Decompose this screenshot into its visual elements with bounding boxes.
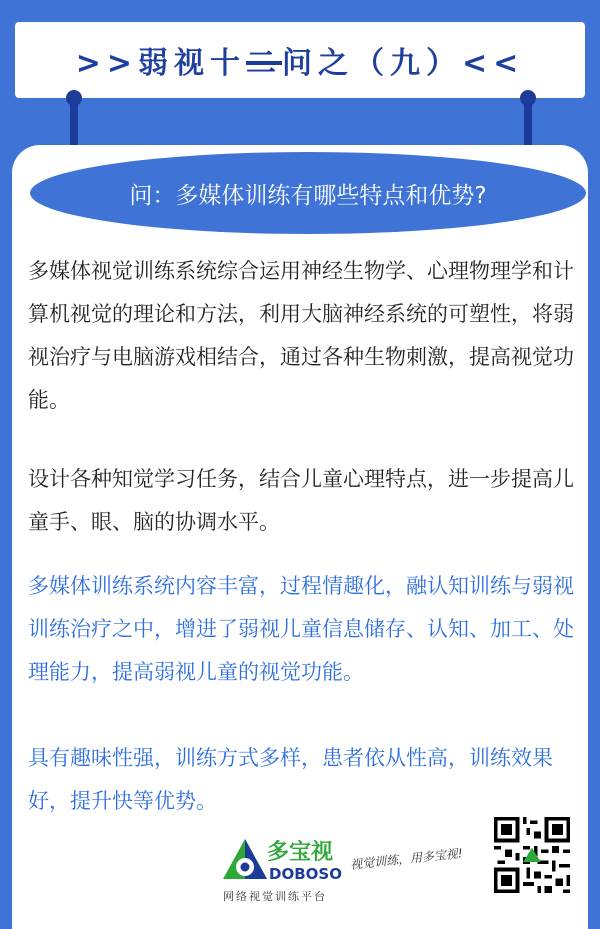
title-accent: 二 (246, 46, 282, 81)
doboso-logo-icon (223, 835, 273, 885)
paragraph-4: 具有趣味性强，训练方式多样，患者依从性高，训练效果好，提升快等优势。 (28, 746, 553, 813)
page-title (76, 38, 525, 82)
title-banner (15, 22, 585, 98)
question-bubble (30, 152, 586, 234)
paragraph-2: 设计各种知觉学习任务，结合儿童心理特点，进一步提高儿童手、眼、脑的协调水平。 (28, 467, 574, 534)
brand-name-en: DOBOSO (269, 865, 342, 883)
title-suffix: 问之（九）<< (282, 46, 525, 81)
paragraph-3: 多媒体训练系统内容丰富，过程情趣化，融认知训练与弱视训练治疗之中，增进了弱视儿童信息储存、认知、加工、处理能力，提高弱视儿童的视觉功能。 (28, 574, 574, 684)
right-pin-dot (520, 90, 536, 106)
brand-slogan: 视觉训练，用多宝视! (349, 846, 464, 872)
title-prefix: >>弱视十 (75, 46, 246, 81)
question-text: 问：多媒体训练有哪些特点和优势? (129, 182, 487, 209)
brand-logo (223, 835, 343, 905)
paragraph-1: 多媒体视觉训练系统综合运用神经生物学、心理物理学和计算机视觉的理论和方法，利用大脑神经系统的可塑性，将弱视治疗与电脑游戏相结合，通过各种生物刺激，提高视觉功能。 (28, 259, 574, 412)
brand-tagline: 网络视觉训练平台 (223, 890, 327, 903)
left-pin-dot (66, 90, 82, 106)
qr-code-icon[interactable] (494, 817, 570, 893)
brand-name-cn: 多宝视 (267, 840, 334, 865)
